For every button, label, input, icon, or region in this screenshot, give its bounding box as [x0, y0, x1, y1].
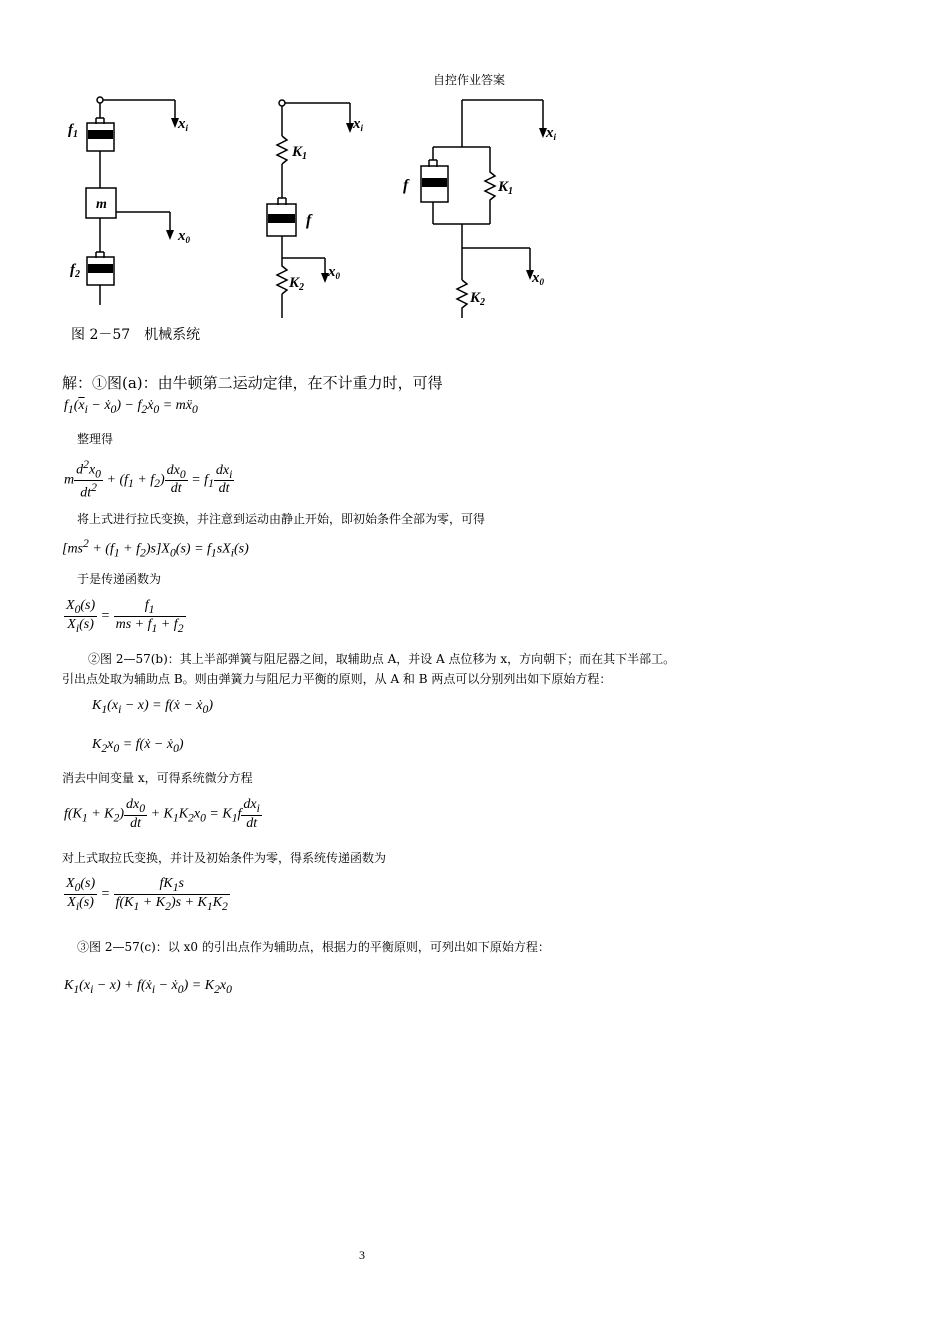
- equation-a2: m $\frac{d^2x_0}{dt^2}$ + $(f_1 + f_2)$ $\frac{dx_0}{dt}$ = $f_1$ $\frac{dx_i}{dt}$: [64, 458, 233, 502]
- label-xi-b: $x_i$: [353, 116, 364, 133]
- label-K1-c: $K_1$: [498, 179, 514, 197]
- label-m: m: [96, 197, 107, 212]
- equation-b3: $f(K_1 + K_2)$ $\frac{dx_0}{dt}$ + $K_1K_2x_0 = K_1f$ $\frac{dx_i}{dt}$: [64, 797, 260, 831]
- equation-a4: $\frac{X_0(s)}{X_i(s)}$ = $\frac{f_1}{ms + f_1 + f_2}$: [66, 598, 184, 635]
- mechanical-system-figure: [60, 90, 580, 325]
- tf-text-a: 于是传递函数为: [77, 572, 162, 586]
- page-number: 3: [359, 1248, 365, 1262]
- label-f2: $f_2$: [70, 262, 80, 280]
- equation-a3: $[ms^2 + (f_1 + f_2)s]X_0(s) = f_1sX_i(s)$: [62, 537, 249, 560]
- label-xi-c: $x_i$: [546, 125, 557, 142]
- figure-caption: 图 2－57 机械系统: [71, 327, 201, 343]
- eliminate-text: 消去中间变量 x，可得系统微分方程: [62, 771, 253, 785]
- b-intro-1: ②图 2—57(b)：其上半部弹簧与阻尼器之间，取辅助点 A，并设 A 点位移为 x，方向朝下；而在其下半部工。: [88, 652, 676, 666]
- label-K2-b: $K_2$: [289, 275, 305, 293]
- label-f-b: f: [306, 212, 312, 229]
- b-intro-2: 引出点处取为辅助点 B。则由弹簧力与阻尼力平衡的原则，从 A 和 B 两点可以分别列出如下原始方程：: [62, 672, 612, 686]
- label-f1: $f_1$: [68, 122, 78, 140]
- page-header: 自控作业答案: [433, 73, 506, 87]
- solution-intro: 解：①图(a)：由牛顿第二运动定律，在不计重力时，可得: [62, 374, 443, 392]
- label-K2-c: $K_2$: [470, 290, 486, 308]
- label-xi-a: $x_i$: [178, 116, 189, 133]
- label-x0-a: $x_0$: [178, 228, 190, 245]
- label-K1-b: $K_1$: [292, 144, 308, 162]
- equation-b1: $K_1(x_i - x)$ = f(ẋ − ẋ$_0$): [92, 698, 214, 716]
- laplace-text-b: 对上式取拉氏变换，并计及初始条件为零，得系统传递函数为: [62, 851, 387, 865]
- equation-b2: $K_2x_0$ = f(ẋ − ẋ$_0$): [92, 737, 184, 755]
- label-x0-b: $x_0$: [328, 264, 340, 281]
- laplace-text-a: 将上式进行拉氏变换，并注意到运动由静止开始，即初始条件全部为零，可得: [77, 512, 486, 526]
- equation-c1: $K_1(x_i - x)$ + f(ẋ$_i$ − ẋ$_0$) = $K_2x_0$: [64, 978, 232, 996]
- label-x0-c: $x_0$: [532, 270, 544, 287]
- label-f-c: f: [403, 177, 409, 194]
- equation-a1: $f_1(\overline{x}_i$ − ẋ$_0$) − $f_2ẋ_0$ = mẍ$_0$: [64, 398, 198, 416]
- c-intro: ③图 2—57(c)：以 x0 的引出点作为辅助点，根据力的平衡原则，可列出如下原始方程：: [77, 940, 550, 954]
- arrange-text: 整理得: [77, 432, 114, 446]
- equation-b4: $\frac{X_0(s)}{X_i(s)}$ = $\frac{fK_1s}{f(K_1 + K_2)s + K_1K_2}$: [66, 876, 228, 913]
